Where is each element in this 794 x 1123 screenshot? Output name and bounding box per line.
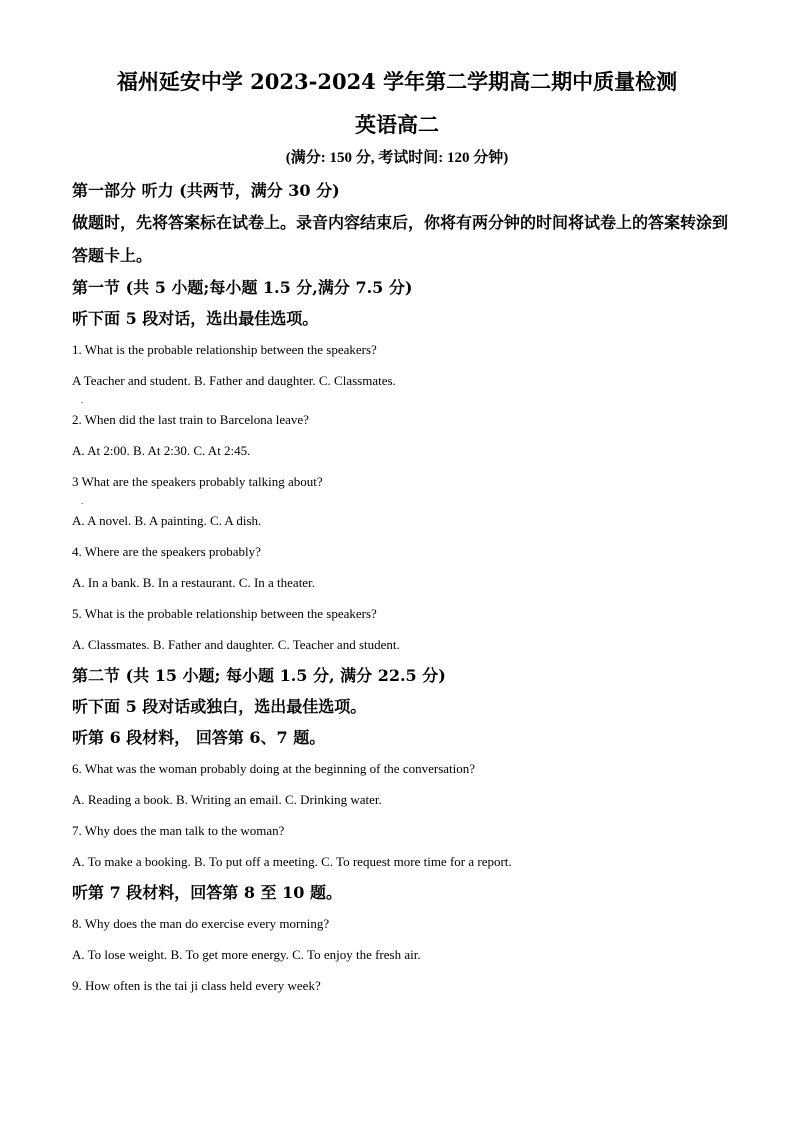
material-7-heading: 听第 7 段材料，回答第 8 至 10 题。 xyxy=(72,883,342,902)
answer-options-4: A. In a bank. B. In a restaurant. C. In a theater. xyxy=(72,575,315,590)
part1-heading: 第一部分 听力 (共两节，满分 30 分) xyxy=(72,181,340,200)
answer-options-5: A. Classmates. B. Father and daughter. C. Teacher and student. xyxy=(72,637,400,652)
question-5: 5. What is the probable relationship between the speakers? xyxy=(72,606,377,621)
question-2: 2. When did the last train to Barcelona leave? xyxy=(72,412,309,427)
section2-direction: 听下面 5 段对话或独白，选出最佳选项。 xyxy=(72,697,367,716)
answer-options-3: A. A novel. B. A painting. C. A dish. xyxy=(72,513,262,528)
question-8: 8. Why does the man do exercise every morning? xyxy=(72,916,330,931)
exam-content xyxy=(72,175,732,1001)
section1-heading: 第一节 (共 5 小题;每小题 1.5 分,满分 7.5 分) xyxy=(72,278,413,297)
answer-options-6: A. Reading a book. B. Writing an email. C. Drinking water. xyxy=(72,792,382,807)
question-7: 7. Why does the man talk to the woman? xyxy=(72,823,285,838)
question-1: 1. What is the probable relationship between the speakers? xyxy=(72,342,377,357)
section2-heading: 第二节 (共 15 小题; 每小题 1.5 分, 满分 22.5 分) xyxy=(72,666,446,685)
answer-options-8: A. To lose weight. B. To get more energy. C. To enjoy the fresh air. xyxy=(72,947,421,962)
question-3: 3 What are the speakers probably talking about? xyxy=(72,474,323,489)
dot-mark: . xyxy=(81,395,84,405)
material-6-heading: 听第 6 段材料， 回答第 6、7 题。 xyxy=(72,728,326,747)
section1-direction: 听下面 5 段对话，选出最佳选项。 xyxy=(72,309,319,328)
answer-options-2: A. At 2:00. B. At 2:30. C. At 2:45. xyxy=(72,443,251,458)
answer-options-1: A Teacher and student. B. Father and daughter. C. Classmates. xyxy=(72,373,396,388)
question-4: 4. Where are the speakers probably? xyxy=(72,544,261,559)
score-info: (满分: 150 分, 考试时间: 120 分钟) xyxy=(285,150,509,166)
part1-instructions: 做题时，先将答案标在试卷上。录音内容结束后，你将有两分钟的时间将试卷上的答案转涂到答题卡上。 xyxy=(72,213,729,265)
exam-title: 福州延安中学 2023-2024 学年第二学期高二期中质量检测 xyxy=(116,69,678,94)
answer-options-7: A. To make a booking. B. To put off a meeting. C. To request more time for a report. xyxy=(72,854,512,869)
dot-mark: . xyxy=(81,496,84,506)
question-6: 6. What was the woman probably doing at the beginning of the conversation? xyxy=(72,761,476,776)
question-9: 9. How often is the tai ji class held every week? xyxy=(72,978,321,993)
exam-subtitle: 英语高二 xyxy=(355,112,439,137)
